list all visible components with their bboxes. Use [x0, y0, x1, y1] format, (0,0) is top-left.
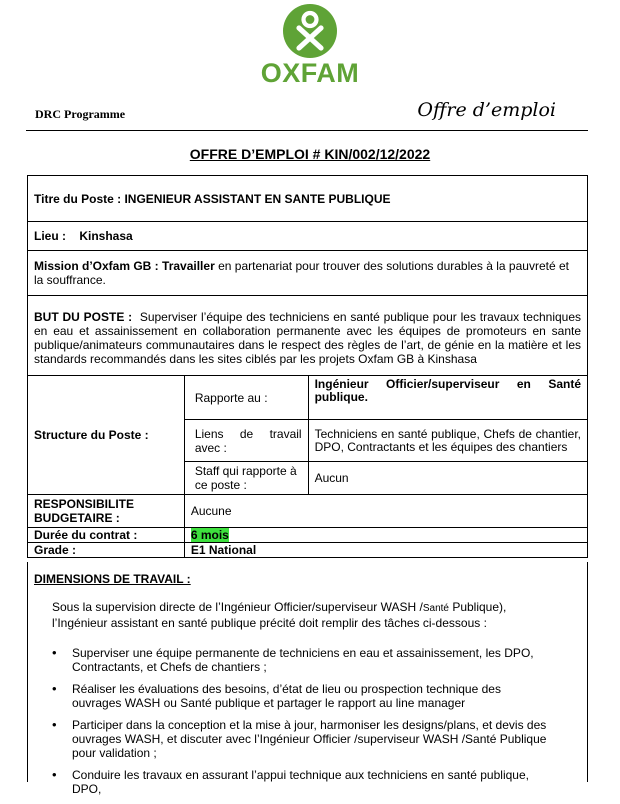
page-title: OFFRE D’EMPLOI # KIN/002/12/2022 — [189, 146, 431, 162]
programme-label: DRC Programme — [35, 107, 126, 121]
intro-text-a: Sous la supervision directe de l’Ingénieur Officier/superviseur WASH / — [52, 600, 423, 614]
but-text: Superviser l’équipe des techniciens en santé publique pour les travaux techniques en eau et assainissement en collaboration permanente avec les équipes de promoteurs en sante publique/animateurs communautaires dans le respect des règles de l’art, de génie en la matière et les standards recommandés dans les sites ciblés par les projets Oxfam GB à Kinshasa — [34, 309, 582, 366]
job-table — [27, 175, 588, 558]
row-lieu — [28, 222, 588, 251]
lieu-value: Kinshasa — [79, 229, 133, 243]
structure-row-value: Ingénieur Officier/superviseur en Santé publique. — [308, 376, 587, 420]
lieu-cell — [28, 222, 588, 251]
budget-label: RESPONSIBILITE BUDGETAIRE : — [28, 495, 185, 528]
row-duree — [28, 528, 588, 543]
row-mission — [28, 251, 588, 296]
dimensions-list — [28, 646, 552, 804]
list-item: • Réaliser les évaluations des besoins, d’état de lieu ou prospection technique des ouvrages WASH ou Santé publique et partager le rapport au line manager — [72, 682, 552, 710]
logo-wordmark: OXFAM — [260, 58, 360, 88]
intro-text-small: Santé — [422, 603, 449, 614]
dimensions-section — [27, 562, 588, 796]
mission-cell — [28, 251, 588, 296]
structure-row-label: Rapporte au : — [184, 376, 308, 420]
list-item: • Conduire les travaux en assurant l’appui technique aux techniciens en santé publique, DPO, — [72, 768, 552, 796]
duree-cell — [184, 528, 587, 543]
header-divider — [26, 130, 588, 131]
mission-bold: Travailler — [162, 259, 215, 273]
offer-label: Offre d’emploi — [417, 99, 556, 121]
structure-row-value: Techniciens en santé publique, Chefs de chantier, DPO, Contractants et les équipes des chantiers — [308, 420, 587, 462]
budget-value: Aucune — [184, 495, 587, 528]
duree-value: 6 mois — [190, 528, 229, 542]
list-item: • Superviser une équipe permanente de techniciens en eau et assainissement, les DPO, Contractants, et Chefs de chantiers ; — [72, 646, 552, 674]
intro-text-b: Publique), l’Ingénieur assistant en santé publique précité doit remplir des tâches ci-dessous : — [52, 600, 507, 630]
but-cell — [28, 296, 588, 376]
structure-row-label: Liens de travail avec : — [184, 420, 308, 462]
titre-value: INGENIEUR ASSISTANT EN SANTE PUBLIQUE — [124, 191, 391, 206]
oxfam-logo-icon — [283, 4, 337, 58]
structure-row-value: Aucun — [308, 462, 587, 495]
dimensions-title: DIMENSIONS DE TRAVAIL : — [34, 572, 191, 586]
duree-label: Durée du contrat : — [28, 528, 185, 543]
row-but — [28, 296, 588, 376]
dimensions-intro — [52, 600, 552, 631]
row-titre — [28, 176, 588, 222]
oxfam-logo — [0, 0, 620, 95]
row-budget — [28, 495, 588, 528]
mission-label: Mission d’Oxfam GB : — [34, 259, 159, 273]
list-item: • Participer dans la conception et la mise à jour, harmoniser les designs/plans, et devis des ouvrages WASH, et discuter avec l’Ingénieur Officier /superviseur WASH /Santé Publique pour validation ; — [72, 718, 552, 760]
lieu-label: Lieu : — [34, 229, 66, 243]
structure-row-1 — [28, 376, 588, 420]
mission-text: en partenariat pour trouver des solutions durables à la pauvreté et la souffrance. — [34, 259, 569, 287]
structure-label: Structure du Poste : — [28, 376, 185, 495]
grade-value: E1 National — [184, 543, 587, 558]
row-grade — [28, 543, 588, 558]
titre-cell — [28, 176, 588, 222]
titre-label: Titre du Poste : — [34, 191, 122, 206]
structure-row-label: Staff qui rapporte à ce poste : — [184, 462, 308, 495]
grade-label: Grade : — [28, 543, 185, 558]
but-label: BUT DU POSTE : — [34, 309, 133, 324]
